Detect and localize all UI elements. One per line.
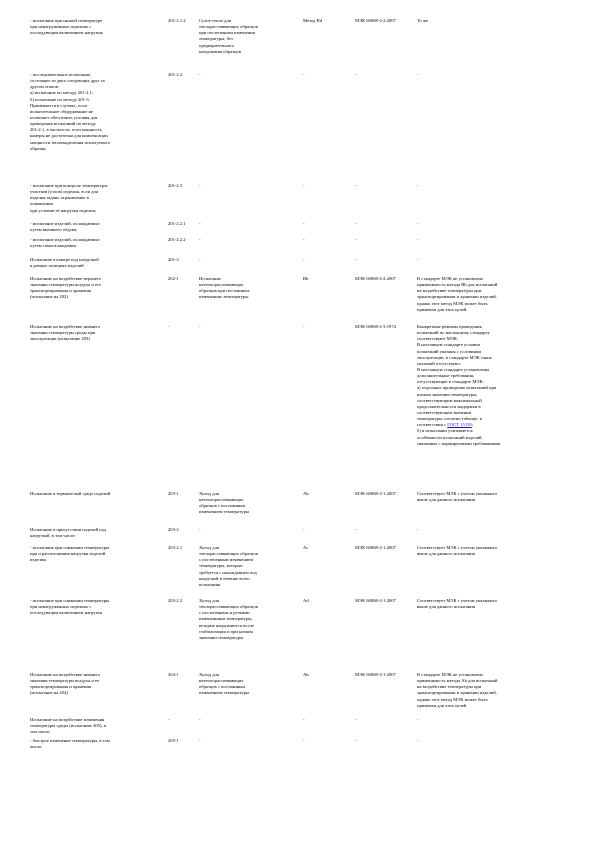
text-line: Испытание на воздействие верхнего (30, 276, 101, 281)
iec-standard-cell (355, 324, 417, 330)
text-line: Холод для (199, 598, 219, 603)
item-number-cell (168, 545, 199, 551)
remarks-cell (417, 237, 575, 243)
text-line: при и расположения нагрузки изделий (30, 551, 106, 557)
text-line: однако этот метод МЭК может быть (417, 300, 488, 306)
text-line: состоящее из двух следующих друг за (30, 78, 105, 84)
text-line: МЭК 60068-2-2:2007 (355, 276, 396, 281)
text-line: Ab (303, 491, 309, 496)
text-line: - (417, 183, 419, 188)
text-line: соответствующим максимальной (417, 397, 482, 403)
iec-standard-cell (355, 237, 417, 243)
table-row (30, 221, 575, 233)
text-line: с постепенным и резкими (199, 610, 250, 616)
text-line: - (417, 237, 419, 242)
text-line: Холод для (199, 491, 219, 496)
test-name-cell (30, 221, 168, 233)
text-line: - (199, 738, 201, 743)
text-line: - (199, 237, 201, 242)
iec-test-name-cell (199, 221, 303, 227)
test-name-cell (30, 491, 168, 497)
text-line: - (303, 738, 305, 743)
iec-test-name-cell (199, 183, 303, 189)
text-line: стабилизации и при низком (199, 628, 253, 634)
text-line: температуры согласно таблице, в (417, 416, 482, 422)
text-line: изменением температуры (199, 690, 249, 696)
text-line: транспортировании и хранении изделий, (417, 294, 497, 300)
iec-method-cell (303, 257, 355, 263)
text-line: продолжительности выдержки в (417, 403, 481, 409)
text-line: при постепенном изменении (199, 30, 256, 36)
text-line: особенности испытаний изделий, (417, 434, 483, 440)
text-line: указаний отсутствуют. (417, 360, 462, 366)
text-line: образцов с постоянным (199, 503, 246, 509)
text-line: нетеплорассеивающих (199, 497, 244, 503)
test-name-cell (30, 545, 168, 563)
text-line: испытания (199, 581, 221, 587)
text-line: дополнительные требования, (417, 373, 475, 379)
item-number-cell (168, 257, 199, 263)
text-line: Соответствует МЭК с учетом указанного (417, 491, 498, 496)
text-fragment: ; (471, 422, 473, 428)
test-name-cell (30, 672, 168, 697)
test-name-cell (30, 183, 168, 214)
iec-test-name-cell (199, 18, 303, 55)
remarks-cell (417, 672, 575, 709)
text-line: МЭК 60068-2-1:2007 (355, 672, 396, 677)
iec-standard-cell (355, 545, 417, 551)
text-line: нагрузкой, в том числе: (30, 533, 76, 539)
text-line: Испытание в камере под нагрузкой (30, 257, 99, 262)
iec-test-name-cell (199, 237, 303, 243)
text-line: В стандарте МЭК не установлена (417, 672, 483, 677)
text-line: в разных позициях изделий (30, 263, 84, 269)
table-row (30, 598, 575, 641)
text-line: камеры не достаточна для компенсации (30, 133, 108, 139)
table-row (30, 257, 575, 269)
text-line: другом этапов: (30, 84, 60, 90)
text-line: применен для этих целей (417, 702, 467, 708)
text-line: значения температуры среды при (30, 330, 96, 336)
iec-standard-cell (355, 738, 417, 744)
text-line: - (199, 183, 201, 188)
item-number-cell (168, 527, 199, 533)
text-line: проведения испытаний по методу (30, 121, 96, 127)
text-line: - (417, 527, 419, 532)
text-line: 201-2.2.2 (168, 237, 186, 242)
text-line: МЭК 60068-2-1:2007 (355, 491, 396, 496)
remarks-cell (417, 324, 575, 447)
text-line: теплорассеивающих образцов (199, 551, 258, 557)
table-row (30, 72, 575, 152)
item-number-cell (168, 324, 199, 330)
text-line: выше для данного испытания (417, 497, 475, 503)
text-line: 201-2.1.2 (168, 18, 186, 23)
text-line: В стандарте МЭК не установлена (417, 276, 483, 281)
text-line: Испытание на воздействие изменения (30, 717, 105, 722)
text-line: применимость метода Bb для испытаний (417, 282, 498, 288)
text-line: - (417, 738, 419, 743)
text-line: 204-1 (168, 672, 179, 677)
text-line: Соответствует МЭК с учетом указанного (417, 598, 498, 603)
iec-test-name-cell (199, 738, 303, 744)
text-line: - (168, 717, 170, 722)
test-name-cell (30, 598, 168, 616)
text-line: В настоящем стандарте условия (417, 342, 480, 348)
text-line: 203-2.2 (168, 598, 183, 603)
test-name-cell (30, 276, 168, 301)
text-line: МЭК 60068-2-3:1974 (355, 324, 396, 329)
text-line: нетеплорассеивающих (199, 282, 244, 288)
text-line: последующим включением нагрузки; (30, 30, 104, 36)
text-line: транспортировании и хранении изделий, (417, 690, 497, 696)
iec-method-cell (303, 527, 355, 533)
text-line: изделия задано ограничение в (30, 195, 89, 201)
text-line: - (355, 72, 357, 77)
text-line: теплорассеивающих образцов (199, 24, 258, 30)
text-line: на воздействие температуры при (417, 288, 482, 294)
text-line: 201-2.3 (168, 183, 183, 188)
iec-standard-cell (355, 257, 417, 263)
text-line: - (199, 72, 201, 77)
text-line: 203-2 (168, 527, 179, 532)
text-line: применен для этих целей. (417, 306, 468, 312)
iec-method-cell (303, 545, 355, 551)
text-line: То же (417, 18, 429, 23)
text-line: Применяется в случаях, если (30, 102, 87, 108)
text-line: на воздействие температуры при (417, 684, 482, 690)
iec-test-name-cell (199, 598, 303, 641)
text-line: - (417, 221, 419, 226)
text-line: МЭК 60068-2-1:2007 (355, 545, 396, 550)
text-line: значении температуры (199, 634, 244, 640)
text-line: - испытание при снижении температуры (30, 545, 110, 550)
text-line: - (199, 257, 201, 262)
text-line: 201-3 (168, 257, 179, 262)
text-line: - (355, 257, 357, 262)
text-line: соответствуют МЭК. (417, 336, 459, 342)
remarks-cell (417, 221, 575, 227)
text-line: Испытание (199, 276, 221, 281)
remarks-cell (417, 18, 575, 24)
item-number-cell (168, 738, 199, 744)
text-line: нетеплорассеивающих (199, 678, 244, 684)
remarks-cell (417, 183, 575, 189)
text-line: Bb (303, 276, 309, 281)
item-number-cell (168, 598, 199, 604)
text-line: значения температуры воздуха и ее (30, 678, 100, 684)
text-line: (испытание на 204) (30, 690, 68, 696)
text-line: - (303, 72, 305, 77)
text-line: - испытание при низкой температуре (30, 18, 103, 23)
text-line: образцов при постоянных (199, 288, 250, 294)
text-line: позволяет обеспечить условия для (30, 114, 98, 120)
text-line: путем самоохлаждения; (30, 243, 77, 249)
text-line: 202-1 (168, 276, 179, 281)
text-line: - испытание изделий, охлаждаемых (30, 221, 100, 226)
text-line: - (355, 183, 357, 188)
text-line: - испытание при снижении температуры (30, 598, 110, 603)
text-line: изменением температуры (199, 509, 249, 515)
text-line: мощности тепловыделения испытуемого (30, 139, 111, 145)
text-line: путем внешнего обдува; (30, 227, 78, 233)
item-number-cell (168, 183, 199, 189)
iec-test-name-cell (199, 257, 303, 263)
text-line: выше для данного испытания (417, 551, 475, 557)
text-line: Холод для (199, 545, 219, 550)
test-name-cell (30, 717, 168, 735)
text-line: 203-1 (168, 491, 179, 496)
text-line: нагружения образцов (199, 48, 241, 54)
item-number-cell (168, 221, 199, 227)
text-line: применимость метода Ab для испытаний (417, 678, 498, 684)
remarks-cell (417, 257, 575, 263)
text-line: Ac (303, 545, 309, 550)
text-line: б) испытание по методу 201-3. (30, 96, 90, 102)
iec-method-cell (303, 276, 355, 282)
iec-standard-cell (355, 183, 417, 189)
text-line: участков (узлов) изделия, если для (30, 189, 98, 195)
text-line: - (303, 221, 305, 226)
text-line: температуры, без (199, 36, 233, 42)
text-line: транспортирования и хранения (30, 684, 92, 690)
text-line: низком значении температуры, (417, 391, 478, 397)
text-line: - последовательное испытание, (30, 72, 92, 77)
item-number-cell (168, 672, 199, 678)
text-line: 203-2.1 (168, 545, 183, 550)
text-line: - (303, 183, 305, 188)
table-row (30, 183, 575, 214)
text-line: изменениях температуры (199, 294, 249, 300)
iec-test-name-cell (199, 672, 303, 697)
text-line: 201-2.2 (168, 72, 183, 77)
remarks-cell (417, 717, 575, 723)
text-line: значения температуры воздуха и его (30, 282, 102, 288)
text-line: - (199, 527, 201, 532)
text-line: изменениями температуры, (199, 616, 253, 622)
iec-standard-cell (355, 672, 417, 678)
iec-method-cell (303, 598, 355, 604)
text-line: соответствующем значении (417, 409, 472, 415)
table-row (30, 717, 575, 735)
text-line: при условии её нагрузки изделия; (30, 207, 97, 213)
text-line: - быстрое изменение температуры, в том (30, 738, 110, 743)
text-line: а) отдельное проведение испытаний при (417, 385, 497, 391)
text-line: - (168, 324, 170, 329)
text-line: при ненагруженных изделиях с (30, 604, 92, 610)
test-name-cell (30, 527, 168, 539)
text-line: выше для данного испытания (417, 604, 475, 610)
remarks-cell (417, 545, 575, 557)
iec-test-name-cell (199, 72, 303, 78)
item-number-cell (168, 276, 199, 282)
iec-test-name-cell (199, 276, 303, 301)
item-number-cell (168, 717, 199, 723)
iec-method-cell (303, 18, 355, 24)
text-line: - испытание изделий, охлаждаемых (30, 237, 100, 242)
table-row (30, 276, 575, 313)
remarks-cell (417, 491, 575, 503)
iec-test-name-cell (199, 545, 303, 588)
text-line: эксплуатации, в стандарте МЭК таких (417, 354, 492, 360)
text-line: - (355, 237, 357, 242)
text-line: Метод Bd (303, 18, 323, 23)
text-line: образца; (30, 145, 47, 151)
text-line: последующим включением нагрузки (30, 610, 103, 616)
text-line: однако этот метод МЭК может быть (417, 696, 488, 702)
text-line: - (303, 257, 305, 262)
item-number-cell (168, 72, 199, 78)
test-name-cell (30, 72, 168, 152)
text-line: - (303, 237, 305, 242)
text-line: - (417, 257, 419, 262)
text-line: 201-2.2.1 (168, 221, 186, 226)
text-line: 205-1 (168, 738, 179, 743)
iec-test-name-cell (199, 527, 303, 533)
iec-method-cell (303, 717, 355, 723)
text-line: Испытание на воздействие нижнего (30, 672, 101, 677)
text-line: связанные с нормируемыми требованиями (417, 440, 501, 446)
table-row (30, 491, 575, 516)
text-line: - (199, 221, 201, 226)
text-line: а) испытание по методу 201-2.1; (30, 90, 94, 96)
text-line: В настоящем стандарте установлены (417, 366, 490, 372)
iec-standard-cell (355, 527, 417, 533)
text-line: б) в испытании учитывается (417, 428, 473, 434)
text-line: - испытание при контроле температуры (30, 183, 108, 188)
text-line: теплорассеивающих образцов (199, 604, 258, 610)
text-line: числе: (30, 744, 43, 750)
item-number-cell (168, 18, 199, 24)
iec-test-name-cell (199, 491, 303, 516)
iec-standard-cell (355, 221, 417, 227)
table-row (30, 527, 575, 539)
test-name-cell (30, 257, 168, 269)
text-line: изделия; (30, 557, 47, 563)
text-line: Конкретные режимы проведения (417, 324, 482, 329)
iec-standard-cell (355, 72, 417, 78)
table-row (30, 672, 575, 709)
text-line: - (355, 221, 357, 226)
text-fragment: соответствии с (417, 422, 448, 428)
text-line: - (355, 527, 357, 532)
text-line: том числе: (30, 729, 51, 735)
text-line: температуры среды (испытание 205), в (30, 723, 106, 729)
text-line: - (417, 717, 419, 722)
test-name-cell (30, 18, 168, 36)
text-line: температуры, которые (199, 563, 243, 569)
remarks-cell (417, 276, 575, 313)
standard-reference-link[interactable]: ГОСТ 15150 (447, 422, 472, 428)
text-line: - (417, 72, 419, 77)
text-line: при ненагруженных изделиях с (30, 24, 92, 30)
text-line: МЭК 60068-2-1:2007 (355, 598, 396, 603)
text-line: Сухое тепло для (199, 18, 231, 23)
text-line: Холод для (199, 672, 219, 677)
text-line: образцов с постоянным (199, 684, 246, 690)
table-row (30, 545, 575, 588)
iec-test-name-cell (199, 324, 303, 330)
text-line: 201-2.1, в частности, если мощность (30, 127, 102, 133)
text-line: отсутствующие в стандарте МЭК: (417, 379, 484, 385)
iec-method-cell (303, 72, 355, 78)
text-line: Ab (303, 672, 309, 677)
text-line: испытаний по настоящему стандарту (417, 330, 490, 336)
text-line: (испытание на 202) (30, 294, 68, 300)
text-line: которые нагружаются после (199, 622, 255, 628)
iec-method-cell (303, 738, 355, 744)
iec-standard-cell (355, 18, 417, 24)
iec-method-cell (303, 672, 355, 678)
remarks-cell (417, 738, 575, 744)
text-line: - (303, 527, 305, 532)
text-line: испытательное оборудование не (30, 108, 94, 114)
iec-method-cell (303, 183, 355, 189)
test-name-cell (30, 237, 168, 249)
text-line: Испытание в термической среде изделий (30, 491, 111, 496)
text-line: - (355, 717, 357, 722)
text-line: - (199, 717, 201, 722)
iec-test-name-cell (199, 717, 303, 723)
remarks-cell (417, 527, 575, 533)
remarks-cell (417, 598, 575, 610)
text-line: эксплуатации (испытание 203) (30, 336, 90, 342)
text-line: требуется с нахождением под (199, 569, 257, 575)
text-line: Соответствует МЭК с учетом указанного (417, 545, 498, 550)
table-row (30, 237, 575, 249)
iec-standard-cell (355, 491, 417, 497)
item-number-cell (168, 237, 199, 243)
table-row (30, 324, 575, 447)
text-line: МЭК 60068-2-2:2007 (355, 18, 396, 23)
iec-standard-cell (355, 598, 417, 604)
text-line: - (303, 717, 305, 722)
item-number-cell (168, 491, 199, 497)
text-line: транспортирования и хранения (30, 288, 92, 294)
iec-method-cell (303, 324, 355, 330)
table-row (30, 18, 575, 55)
iec-method-cell (303, 221, 355, 227)
iec-standard-cell (355, 717, 417, 723)
text-line: Ad (303, 598, 309, 603)
text-line: - (303, 324, 305, 329)
text-line: предварительного (199, 42, 235, 48)
text-line: Испытание в присутствии изделий под (30, 527, 107, 532)
text-line: Испытание на воздействие нижнего (30, 324, 101, 329)
text-line: повышении (30, 201, 53, 207)
iec-method-cell (303, 491, 355, 497)
text-line: нагрузкой в течение всего (199, 575, 250, 581)
test-name-cell (30, 738, 168, 750)
test-name-cell (30, 324, 168, 342)
iec-standard-cell (355, 276, 417, 282)
text-line: с постепенным изменением (199, 557, 254, 563)
text-line: испытаний указаны с условиями (417, 348, 481, 354)
remarks-cell (417, 72, 575, 78)
text-line: - (355, 738, 357, 743)
table-row (30, 738, 575, 750)
text-line: - (199, 324, 201, 329)
iec-method-cell (303, 237, 355, 243)
